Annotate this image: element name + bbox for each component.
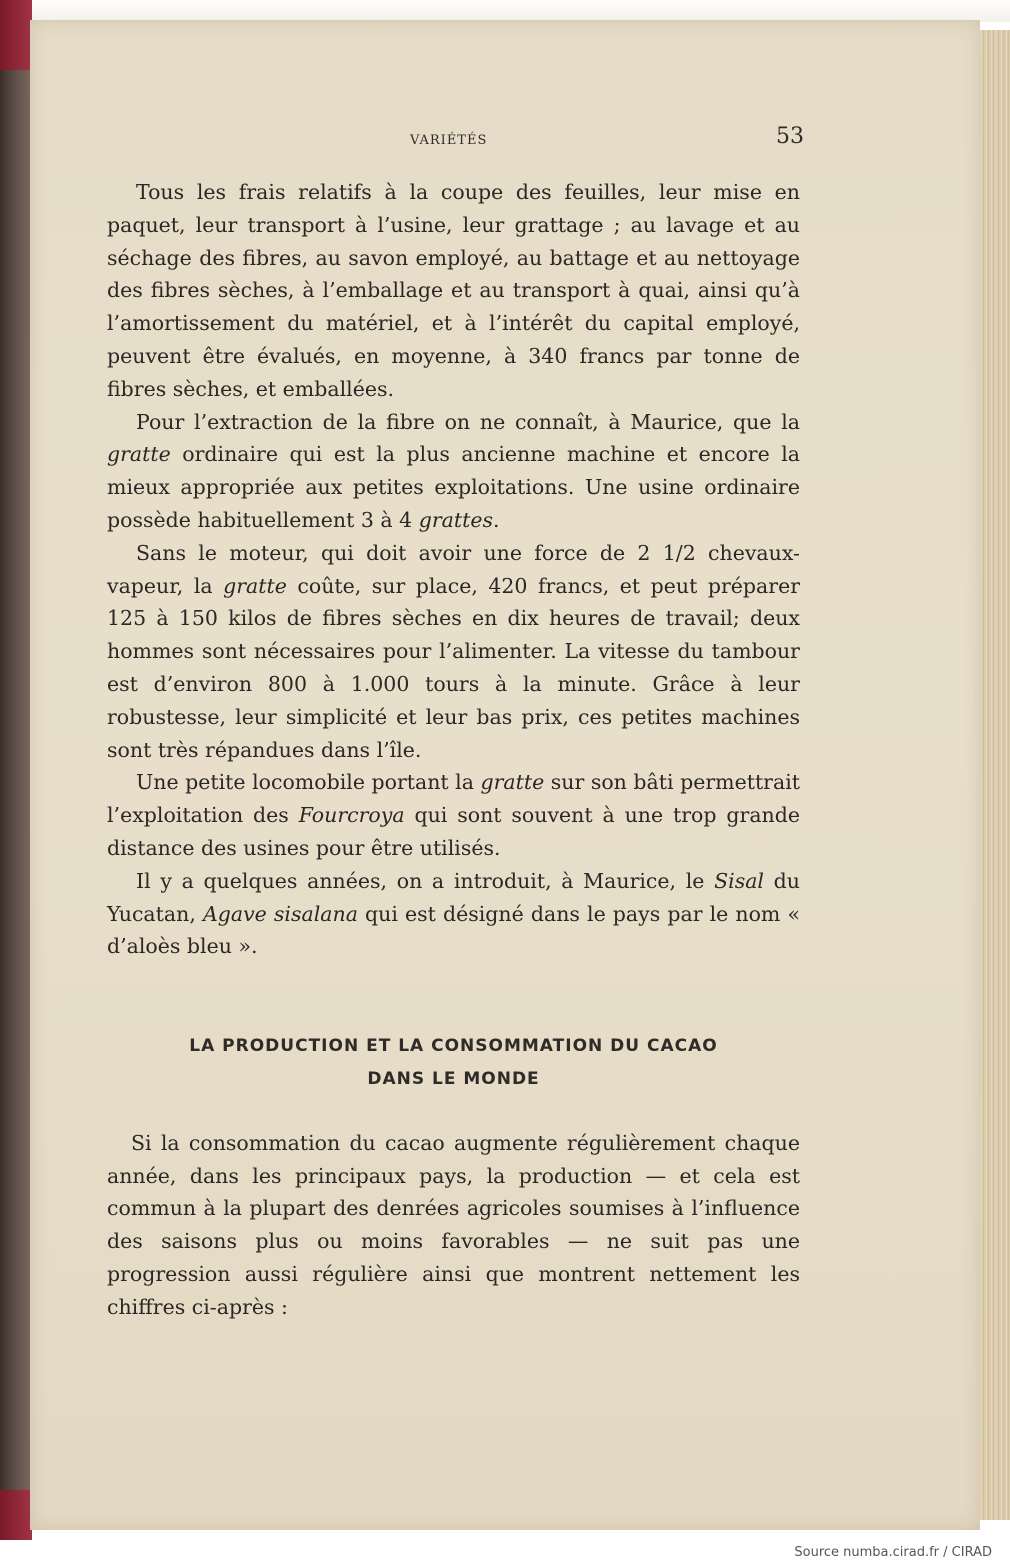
paragraph-5: Il y a quelques années, on a introduit, à Maurice, le Sisal du Yucatan, Agave sisalana qui est désigné dans le pays par le nom « d’aloès bleu ». — [107, 868, 800, 959]
spine-red-band-bottom — [0, 1490, 32, 1540]
book-spine — [0, 0, 32, 1540]
paragraph-1: Tous les frais relatifs à la coupe des feuilles, leur mise en paquet, leur transport à l’usine, leur grattage ; au lavage et au séchage des fibres, au savon employé, au battage et au nettoyage des fibres sèches, à l’emballage et au transport à quai, ainsi qu’à l’amortissement du matériel, et à l’intérêt du capital employé, peuvent être évalués, en moyenne, à 340 francs par tonne de fibres sèches, et emballées. — [107, 180, 800, 401]
page-number: 53 — [776, 124, 804, 149]
body-text — [107, 176, 800, 963]
section-paragraph: Si la consommation du cacao augmente régulièrement chaque année, dans les principaux pays, la production — et cela est commun à la plupart des denrées agricoles soumises à l’influence des saisons plus ou moins favorables — ne suit pas une progression aussi régulière ainsi que montrent nettement les chiffres ci-après : — [107, 1131, 800, 1319]
section-body-text — [107, 1127, 800, 1323]
paragraph-2: Pour l’extraction de la fibre on ne connaît, à Maurice, que la gratte ordinaire qui est la plus ancienne machine et encore la mieux appropriée aux petites exploitations. Une usine ordinaire possède habituellement 3 à 4 grattes. — [107, 409, 800, 532]
paragraph-4: Une petite locomobile portant la gratte sur son bâti permettrait l’exploitation des Fourcroya qui sont souvent à une trop grande distance des usines pour être utilisés. — [107, 770, 800, 860]
section-title-line-2: DANS LE MONDE — [367, 1069, 540, 1089]
section-title — [107, 1030, 800, 1096]
spine-red-band-top — [0, 0, 32, 70]
source-credit: Source numba.cirad.fr / CIRAD — [794, 1545, 992, 1560]
scan-top-margin — [30, 0, 1010, 22]
section-title-line-1: LA PRODUCTION ET LA CONSOMMATION DU CACAO — [189, 1036, 718, 1056]
running-title: VARIÉTÉS — [410, 133, 488, 148]
paragraph-3: Sans le moteur, qui doit avoir une force de 2 1/2 chevaux-vapeur, la gratte coûte, sur place, 420 francs, et peut préparer 125 à 150 kilos de fibres sèches en dix heures de travail; deux hommes sont nécessaires pour l’alimenter. La vitesse du tambour est d’environ 800 à 1.000 tours à la minute. Grâce à leur robustesse, leur simplicité et leur bas prix, ces petites machines sont très répandues dans l’île. — [107, 540, 800, 762]
